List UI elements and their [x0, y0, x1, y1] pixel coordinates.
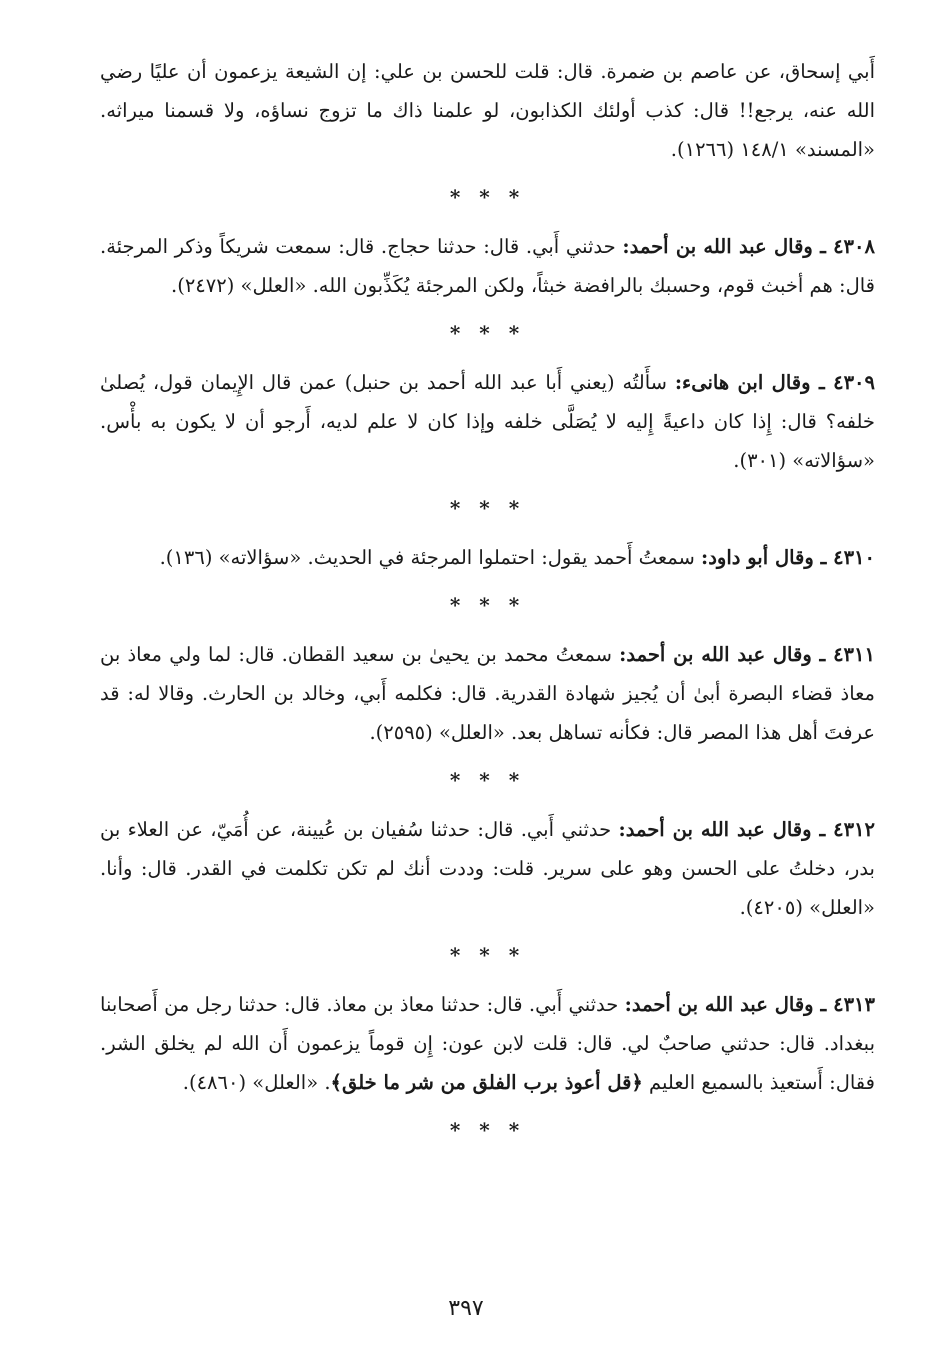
- intro-paragraph: أَبي إسحاق، عن عاصم بن ضمرة. قال: قلت للحسن بن علي: إن الشيعة يزعمون أن عليًا رضي الله عنه، يرجع!! قال: كذب أولئك الكذابون، لو علمنا ذاك ما تزوج نساؤه، ولا قسمنا ميراثه. «المسند» ١٤٨/١ (١٢٦٦).: [100, 60, 875, 161]
- separator: * * *: [449, 593, 526, 617]
- entry-4313: [100, 985, 875, 1102]
- entry-4310: [100, 538, 875, 577]
- separator: * * *: [449, 943, 526, 967]
- separator: * * *: [449, 1118, 526, 1142]
- entry-text: حدثني أَبي. قال: حدثنا حجاج. قال: سمعت شريكاً وذكر المرجئة. قال: هم أخبث قوم، وحسبك بالرافضة خبثاً، ولكن المرجئة يُكَذِّبون الله. «العلل» (٢٤٧٢).: [100, 235, 875, 297]
- entry-text: حدثني أَبي. قال: حدثنا سُفيان بن عُيينة، عن أُمَيّ، عن العلاء بن بدر، دخلتُ على الحسن وهو على سرير. قلت: وددت أنك لم تكن تكلمت في القدر. قال: وأنا. «العلل» (٤٢٠٥).: [100, 818, 875, 919]
- separator: * * *: [449, 321, 526, 345]
- entry-tail: . «العلل» (٤٨٦٠).: [182, 1071, 331, 1094]
- entry-label: ٤٣١٣ ـ وقال عبد الله بن أحمد:: [624, 993, 875, 1016]
- entry-label: ٤٣٠٨ ـ وقال عبد الله بن أحمد:: [622, 235, 875, 258]
- entry-text: سمعتُ محمد بن يحيىٰ بن سعيد القطان. قال: لما ولي معاذ بن معاذ قضاء البصرة أبىٰ أن يُجيز شهادة القدرية. قال: فكلمه أَبي، وخالد بن الحارث. وقالا له: قد عرفتَ أهل هذا المصر قال: فكأنه تساهل بعد. «العلل» (٢٥٩٥).: [100, 643, 875, 744]
- entry-text: حدثني أَبي. قال: حدثنا معاذ بن معاذ. قال: حدثنا رجل من أَصحابنا ببغداد. قال: حدثني صاحبٌ لي. قال: قلت لابن عون: إِن قوماً يزعمون أَن الله لم يخلق الشر. فقال: أَستعيذ بالسميع العليم: [100, 993, 875, 1094]
- entry-4311: [100, 635, 875, 752]
- entry-text: سأَلتُه (يعني أَبا عبد الله أحمد بن حنبل) عمن قال الإِيمان قول، يُصلىٰ خلفه؟ قال: إِذا كان داعيةً إِليه لا يُصَلَّى خلفه وإذا كان لا علم لديه، أَرجو أن لا يكون به بأْس. «سؤالاته» (٣٠١).: [100, 371, 875, 472]
- entry-label: ٤٣١٢ ـ وقال عبد الله بن أحمد:: [618, 818, 875, 841]
- page-body: [100, 52, 875, 1160]
- entry-text: سمعتُ أَحمد يقول: احتملوا المرجئة في الحديث. «سؤالاته» (١٣٦).: [159, 546, 702, 569]
- entry-4312: [100, 810, 875, 927]
- page-number: ٣٩٧: [448, 1296, 484, 1321]
- entry-4308: [100, 227, 875, 305]
- entry-label: ٤٣١٠ ـ وقال أبو داود:: [701, 546, 875, 569]
- separator: * * *: [449, 768, 526, 792]
- separator: * * *: [449, 185, 526, 209]
- separator: * * *: [449, 496, 526, 520]
- quran-verse: ﴿قل أعوذ برب الفلق من شر ما خلق﴾: [330, 1071, 643, 1094]
- entry-label: ٤٣٠٩ ـ وقال ابن هانىء:: [674, 371, 875, 394]
- entry-label: ٤٣١١ ـ وقال عبد الله بن أحمد:: [619, 643, 875, 666]
- entry-4309: [100, 363, 875, 480]
